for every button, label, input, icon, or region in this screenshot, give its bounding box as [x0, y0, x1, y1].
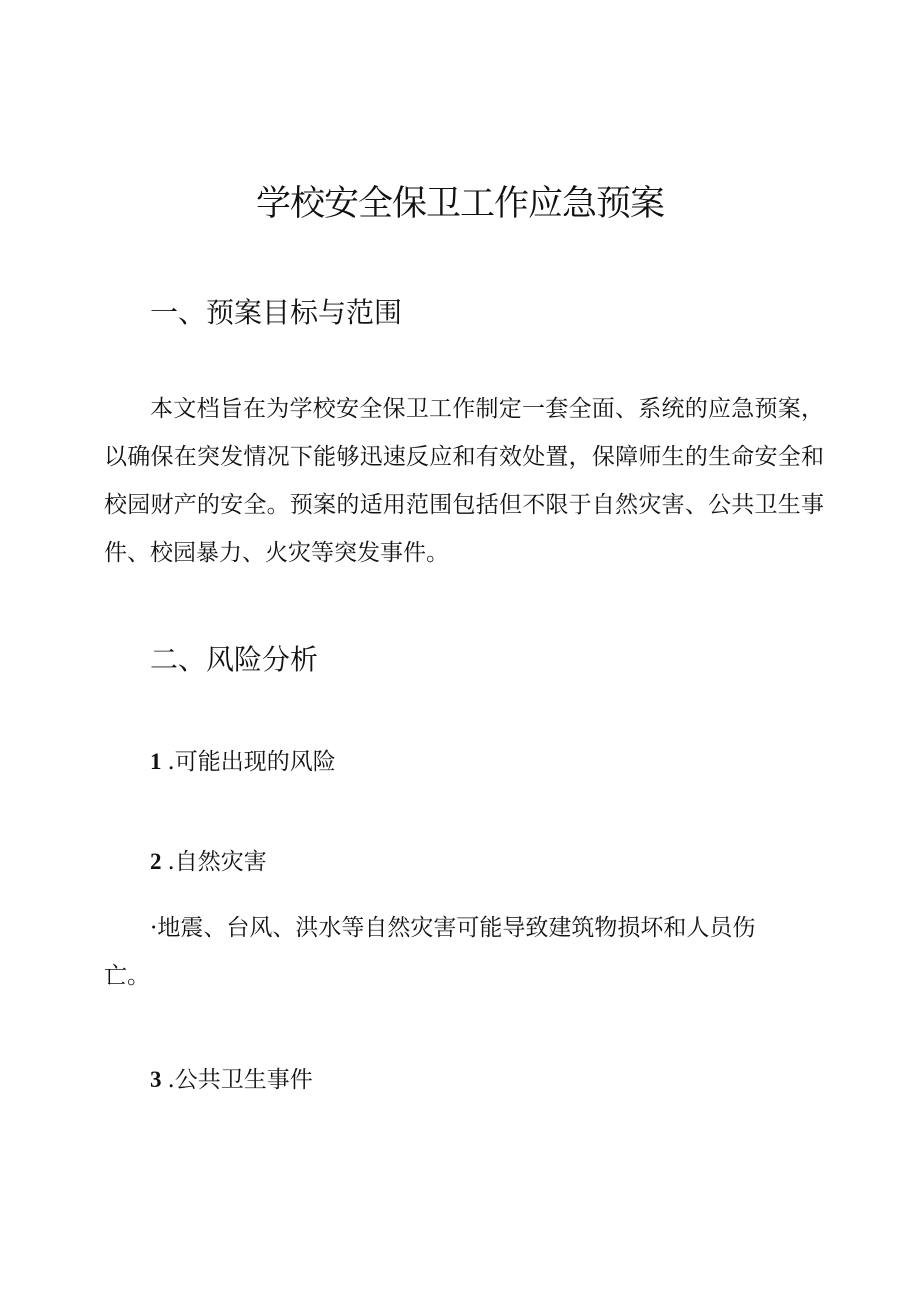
- list-item-number: 2: [150, 849, 162, 874]
- list-item-number: 1: [150, 749, 162, 774]
- bullet-mark: ·: [150, 915, 158, 941]
- list-item-natural-disasters: [150, 846, 267, 878]
- list-item-number: 3: [150, 1067, 162, 1092]
- list-item-text: .可能出现的风险: [167, 749, 336, 775]
- bullet-paragraph-natural-disasters: [104, 904, 784, 1000]
- document-title: 学校安全保卫工作应急预案: [255, 184, 664, 224]
- section-heading-risk-analysis: 二、风险分析: [150, 643, 319, 676]
- section-paragraph-goals: 本文档旨在为学校安全保卫工作制定一套全面、系统的应急预案，以确保在突发情况下能够迅速反应和有效处置，保障师生的生命安全和校园财产的安全。预案的适用范围包括但不限于自然灾害、公共卫生事件、校园暴力、火灾等突发事件。: [104, 396, 824, 566]
- section-heading-goals: 一、预案目标与范围: [150, 296, 403, 329]
- list-item-text: .自然灾害: [167, 849, 267, 875]
- list-item-public-health: [150, 1064, 313, 1096]
- list-item-possible-risks: [150, 746, 336, 778]
- bullet-text: 地震、台风、洪水等自然灾害可能导致建筑物损坏和人员伤亡。: [104, 915, 756, 989]
- list-item-text: .公共卫生事件: [167, 1067, 313, 1093]
